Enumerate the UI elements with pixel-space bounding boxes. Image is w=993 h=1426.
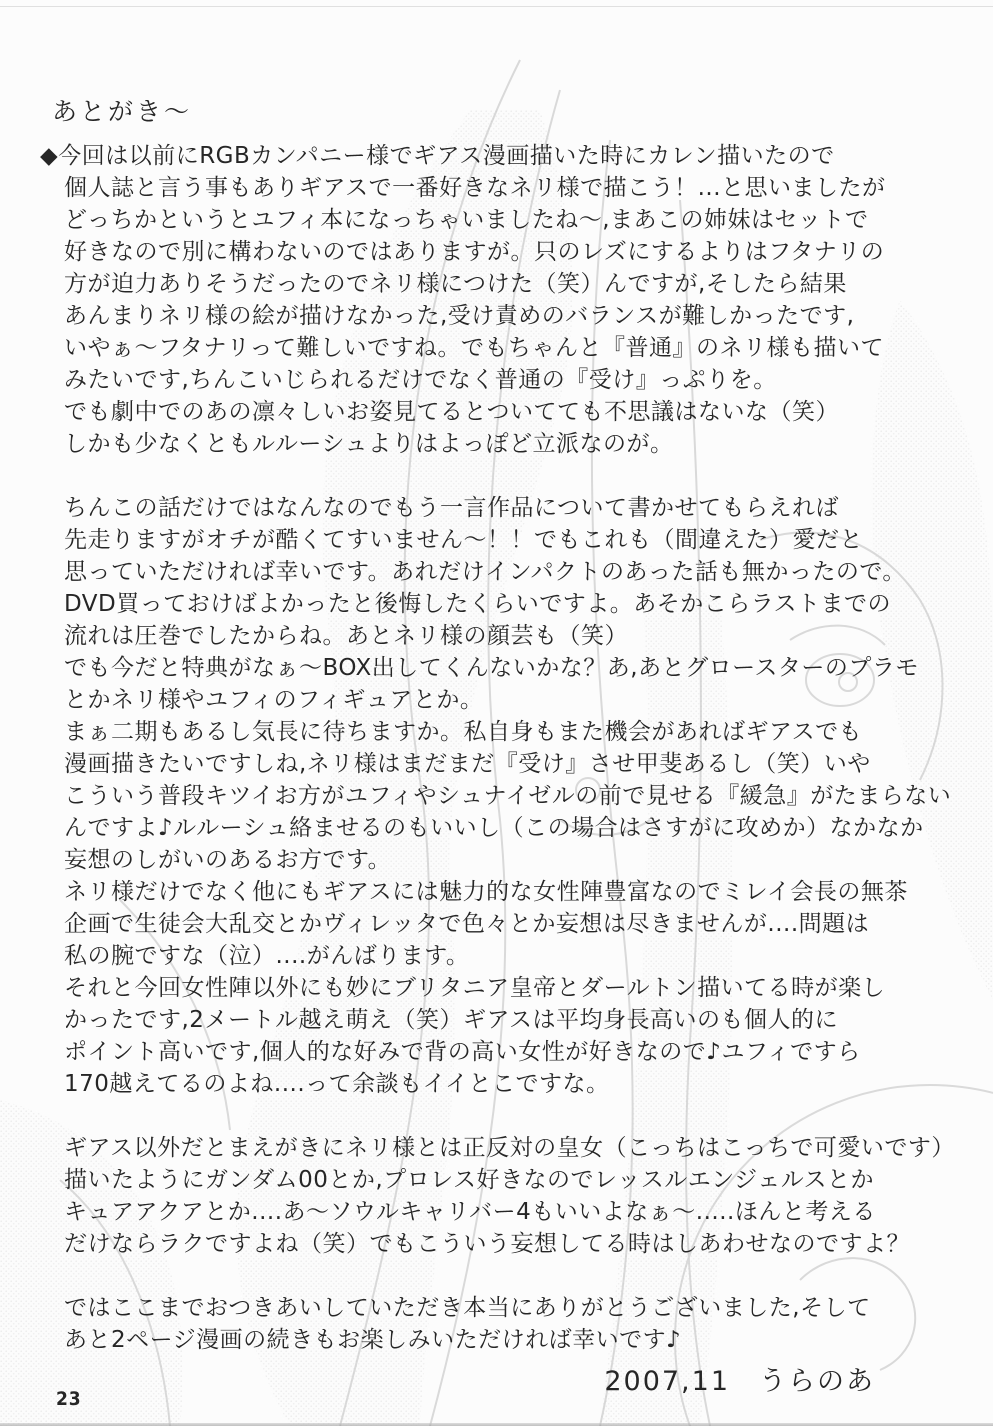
text-line: 私の腕ですな（泣）....がんばります。 (64, 943, 470, 969)
text-line: 個人誌と言う事もありギアスで一番好きなネリ様で描こう！...と思いましたが (64, 175, 886, 201)
text-line: 描いたようにガンダム00とか,プロレス好きなのでレッスルエンジェルスとか (64, 1167, 875, 1193)
text-line: どっちかというとユフィ本になっちゃいましたね～,まあこの姉妹はセットで (64, 207, 869, 233)
text-line: ギアス以外だとまえがきにネリ様とは正反対の皇女（こっちはこっちで可愛いです） (64, 1135, 955, 1161)
text-line: ◆今回は以前にRGBカンパニー様でギアス漫画描いた時にカレン描いたので (40, 143, 835, 169)
text-line: 漫画描きたいですしね,ネリ様はまだまだ『受け』させ甲斐あるし（笑）いや (64, 751, 871, 777)
text-line: 170越えてるのよね....って余談もイイとこですな。 (64, 1071, 610, 1097)
text-line: 流れは圧巻でしたからね。あとネリ様の顔芸も（笑） (64, 623, 628, 649)
text-line: 先走りますがオチが酷くてすいません～！！でもこれも（間違えた）愛だと (64, 527, 863, 553)
text-line: まぁ二期もあるし気長に待ちますか。私自身もまた機会があればギアスでも (64, 719, 863, 745)
text-line: みたいです,ちんこいじられるだけでなく普通の『受け』っぷりを。 (64, 367, 777, 393)
page-number: 23 (56, 1388, 82, 1410)
text-line: 好きなので別に構わないのではありますが。只のレズにするよりはフタナリの (64, 239, 885, 265)
text-line: DVD買っておけばよかったと後悔したくらいですよ。あそかこらラストまでの (64, 591, 892, 617)
text-line: 企画で生徒会大乱交とかヴィレッタで色々とか妄想は尽きませんが....問題は (64, 911, 870, 937)
page-title: あとがき～ (52, 97, 193, 126)
text-line: でも今だと特典がなぁ～BOX出してくんないかな？あ,あとグロースターのプラモ (64, 655, 919, 681)
text-line: あと2ページ漫画の続きもお楽しみいただければ幸いです♪ (64, 1327, 682, 1353)
afterword-content (40, 96, 963, 1400)
paragraph-2 (64, 492, 963, 1100)
text-line: 妄想のしがいのあるお方です。 (64, 847, 392, 873)
text-line: んですよ♪ルルーシュ絡ませるのもいいし（この場合はさすがに攻めか）なかなか (64, 815, 924, 841)
paragraph-3 (64, 1132, 963, 1260)
text-line: 思っていただければ幸いです。あれだけインパクトのあった話も無かったので。 (64, 559, 906, 585)
text-line: かったです,2メートル越え萌え（笑）ギアスは平均身長高いのも個人的に (64, 1007, 839, 1033)
paragraph-1 (40, 140, 963, 460)
text-line: でも劇中でのあの凛々しいお姿見てるとついてても不思議はないな（笑） (64, 399, 840, 425)
paragraph-4 (64, 1292, 963, 1356)
text-line: だけならラクですよね（笑）でもこういう妄想してる時はしあわせなのですよ？ (64, 1231, 910, 1257)
text-line: ネリ様だけでなく他にもギアスには魅力的な女性陣豊富なのでミレイ会長の無茶 (64, 879, 908, 905)
text-line: こういう普段キツイお方がユフィやシュナイゼルの前で見せる『緩急』がたまらない (64, 783, 952, 809)
text-line: あんまりネリ様の絵が描けなかった,受け責めのバランスが難しかったです, (64, 303, 855, 329)
signature-date-author: 2007,11 うらのあ (604, 1366, 875, 1397)
text-line: キュアアクアとか....あ～ソウルキャリバー4もいいよなぁ～.....ほんと考える (64, 1199, 876, 1225)
text-line: ポイント高いです,個人的な好みで背の高い女性が好きなので♪ユフィですら (64, 1039, 861, 1065)
text-line: それと今回女性陣以外にも妙にブリタニア皇帝とダールトン描いてる時が楽し (64, 975, 886, 1001)
text-line: 方が迫力ありそうだったのでネリ様につけた（笑）んですが,そしたら結果 (64, 271, 847, 297)
text-line: ではここまでおつきあいしていただき本当にありがとうございました,そして (64, 1295, 871, 1321)
text-line: いやぁ～フタナリって難しいですね。でもちゃんと『普通』のネリ様も描いて (64, 335, 884, 361)
text-line: しかも少なくともルルーシュよりはよっぽど立派なのが。 (64, 431, 674, 457)
text-line: ちんこの話だけではなんなのでもう一言作品について書かせてもらえれば (64, 495, 840, 521)
text-line: とかネリ様やユフィのフィギュアとか。 (64, 687, 484, 713)
